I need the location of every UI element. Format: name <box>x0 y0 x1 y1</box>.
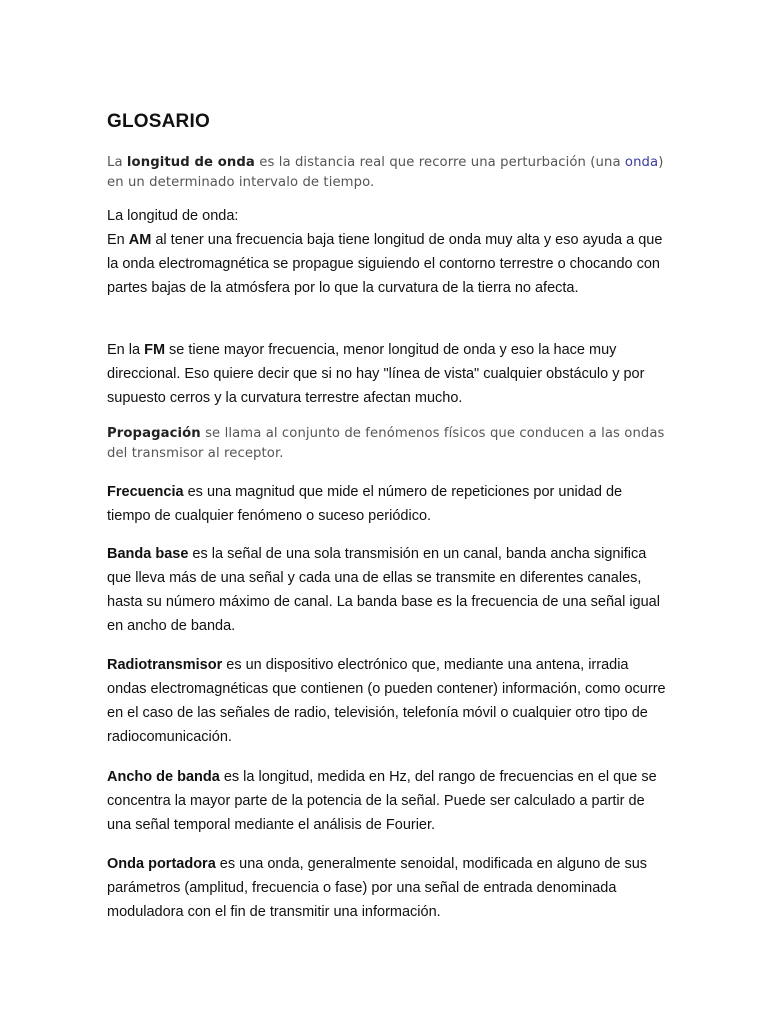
onda-link[interactable]: onda <box>624 155 659 170</box>
am-paragraph <box>107 204 667 300</box>
fm-prefix: En la <box>107 342 145 358</box>
term-banda-base: Banda base <box>107 546 189 562</box>
quote-middle: es la distancia real que recorre una perturbación (una <box>254 155 625 170</box>
term-frecuencia: Frecuencia <box>107 484 184 500</box>
term-onda-portadora: Onda portadora <box>107 856 216 872</box>
am-prefix: En <box>107 232 129 248</box>
fm-paragraph <box>107 338 667 410</box>
definition-text: es un dispositivo electrónico que, mediante una antena, irradia ondas electromagnéticas que contienen (o pueden contener) información, como ocurre en el caso de las señales de radio, televisión, telefonía móvil o cualquier otro tipo de radiocomunicación. <box>107 657 666 745</box>
term-propagacion: Propagación <box>107 426 201 441</box>
definition-banda-base <box>107 542 667 638</box>
definition-ancho-de-banda <box>107 765 667 837</box>
definition-text: es una magnitud que mide el número de repeticiones por unidad de tiempo de cualquier fenómeno o suceso periódico. <box>107 484 623 524</box>
term-fm: FM <box>144 342 166 358</box>
term-longitud-de-onda: longitud de onda <box>126 155 255 170</box>
propagation-text: se llama al conjunto de fenómenos físicos que conducen a las ondas del transmisor al receptor. <box>107 426 665 461</box>
propagation-quote <box>107 424 667 463</box>
am-text: al tener una frecuencia baja tiene longitud de onda muy alta y eso ayuda a que la onda electromagnética se propague siguiendo el contorno terrestre o chocando con partes bajas de la atmósfera por lo que la curvatura de la tierra no afecta. <box>107 232 663 296</box>
page-title: GLOSARIO <box>107 111 210 132</box>
term-ancho-de-banda: Ancho de banda <box>107 769 220 785</box>
wavelength-quote <box>107 153 667 192</box>
term-radiotransmisor: Radiotransmisor <box>107 657 223 673</box>
definition-text: es la longitud, medida en Hz, del rango de frecuencias en el que se concentra la mayor parte de la potencia de la señal. Puede ser calculado a partir de una señal temporal mediante el análisis de Fourier. <box>107 769 657 833</box>
quote-suffix: ) en un determinado intervalo de tiempo. <box>107 155 664 190</box>
definition-radiotransmisor <box>107 653 667 749</box>
term-am: AM <box>128 232 152 248</box>
am-heading: La longitud de onda: <box>107 208 239 224</box>
definition-text: es una onda, generalmente senoidal, modificada en alguno de sus parámetros (amplitud, frecuencia o fase) por una señal de entrada denominada moduladora con el fin de transmitir una información. <box>107 856 648 920</box>
definition-text: es la señal de una sola transmisión en un canal, banda ancha significa que lleva más de una señal y cada una de ellas se transmite en diferentes canales, hasta su número máximo de canal. La banda base es la frecuencia de una señal igual en ancho de banda. <box>107 546 660 634</box>
quote-prefix: La <box>107 155 127 170</box>
definition-onda-portadora <box>107 852 667 924</box>
fm-text: se tiene mayor frecuencia, menor longitud de onda y eso la hace muy direccional. Eso quiere decir que si no hay "línea de vista" cualquier obstáculo y por supuesto cerros y la curvatura terrestre afectan mucho. <box>107 342 645 406</box>
definition-frecuencia <box>107 480 667 528</box>
